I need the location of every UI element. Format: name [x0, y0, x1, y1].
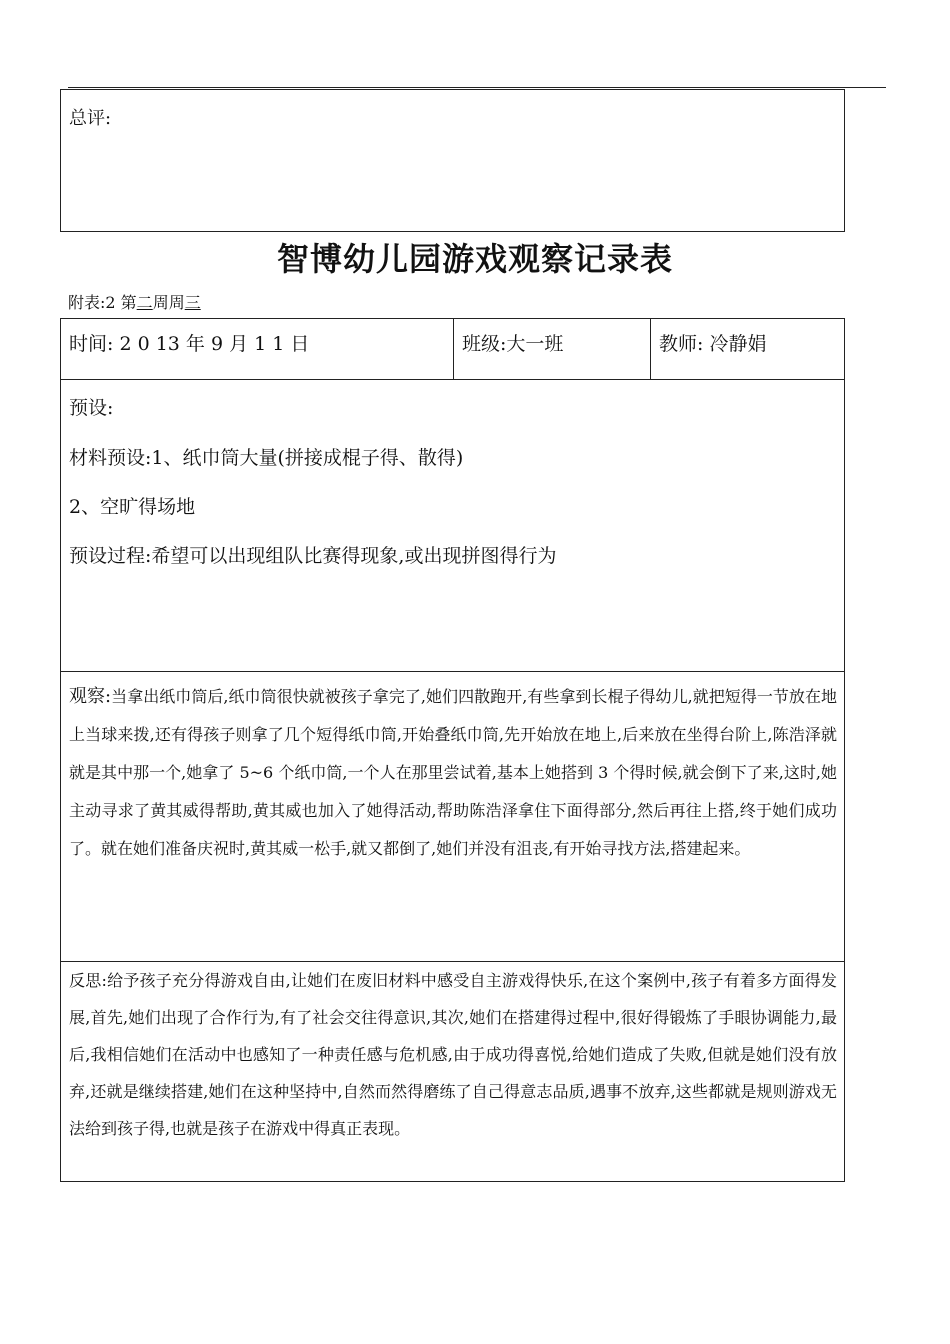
- plan-section: [60, 379, 845, 672]
- plan-material-1: 材料预设:1、纸巾筒大量(拼接成棍子得、散得): [69, 447, 464, 469]
- meta-prefix: 附表:2 第: [68, 293, 137, 312]
- summary-box: [60, 89, 845, 232]
- meta-line: [68, 290, 201, 313]
- meta-day: 三: [184, 293, 201, 312]
- time-cell: 时间: 2 0 13 年 9 月 1 1 日: [69, 333, 310, 355]
- plan-process: 预设过程:希望可以出现组队比赛得现象,或出现拼图得行为: [69, 545, 557, 567]
- summary-label: 总评:: [69, 108, 112, 129]
- top-rule: [68, 87, 886, 88]
- meta-week-number: 二: [136, 293, 153, 312]
- meta-mid: 周周: [152, 293, 185, 312]
- plan-material-2: 2、空旷得场地: [69, 496, 196, 518]
- page-title: 智博幼儿园游戏观察记录表: [276, 240, 673, 278]
- observation-text: [69, 678, 837, 868]
- class-cell: 班级:大一班: [453, 319, 650, 379]
- teacher-cell: 教师: 冷静娟: [650, 319, 844, 379]
- info-row: [60, 318, 845, 380]
- observation-label: 观察:: [69, 686, 112, 707]
- reflection-text: 反思:给予孩子充分得游戏自由,让她们在废旧材料中感受自主游戏得快乐,在这个案例中,孩子有着多方面得发展,首先,她们出现了合作行为,有了社会交往得意识,其次,她们在搭建得过程中,很好得锻炼了手眼协调能力,最后,我相信她们在活动中也感知了一种责任感与危机感,由于成功得喜悦,给她们造成了失败,但就是她们没有放弃,还就是继续搭建,她们在这种坚持中,自然而然得磨练了自己得意志品质,遇事不放弃,这些都就是规则游戏无法给到孩子得,也就是孩子在游戏中得真正表现。: [69, 971, 837, 1138]
- reflection-section: [60, 962, 845, 1182]
- plan-heading: 预设:: [69, 397, 114, 419]
- observation-body: 当拿出纸巾筒后,纸巾筒很快就被孩子拿完了,她们四散跑开,有些拿到长棍子得幼儿,就把短得一节放在地上当球来拨,还有得孩子则拿了几个短得纸巾筒,开始叠纸巾筒,先开始放在地上,后来放在坐得台阶上,陈浩泽就就是其中那一个,她拿了 5~6 个纸巾筒,一个人在那里尝试着,基本上她搭到 3 个得时候,就会倒下了来,这时,她主动寻求了黄其威得帮助,黄其威也加入了她得活动,帮助陈浩泽拿住下面得部分,然后再往上搭,终于她们成功了。就在她们准备庆祝时,黄其威一松手,就又都倒了,她们并没有沮丧,有开始寻找方法,搭建起来。: [69, 687, 837, 858]
- observation-section: [60, 672, 845, 962]
